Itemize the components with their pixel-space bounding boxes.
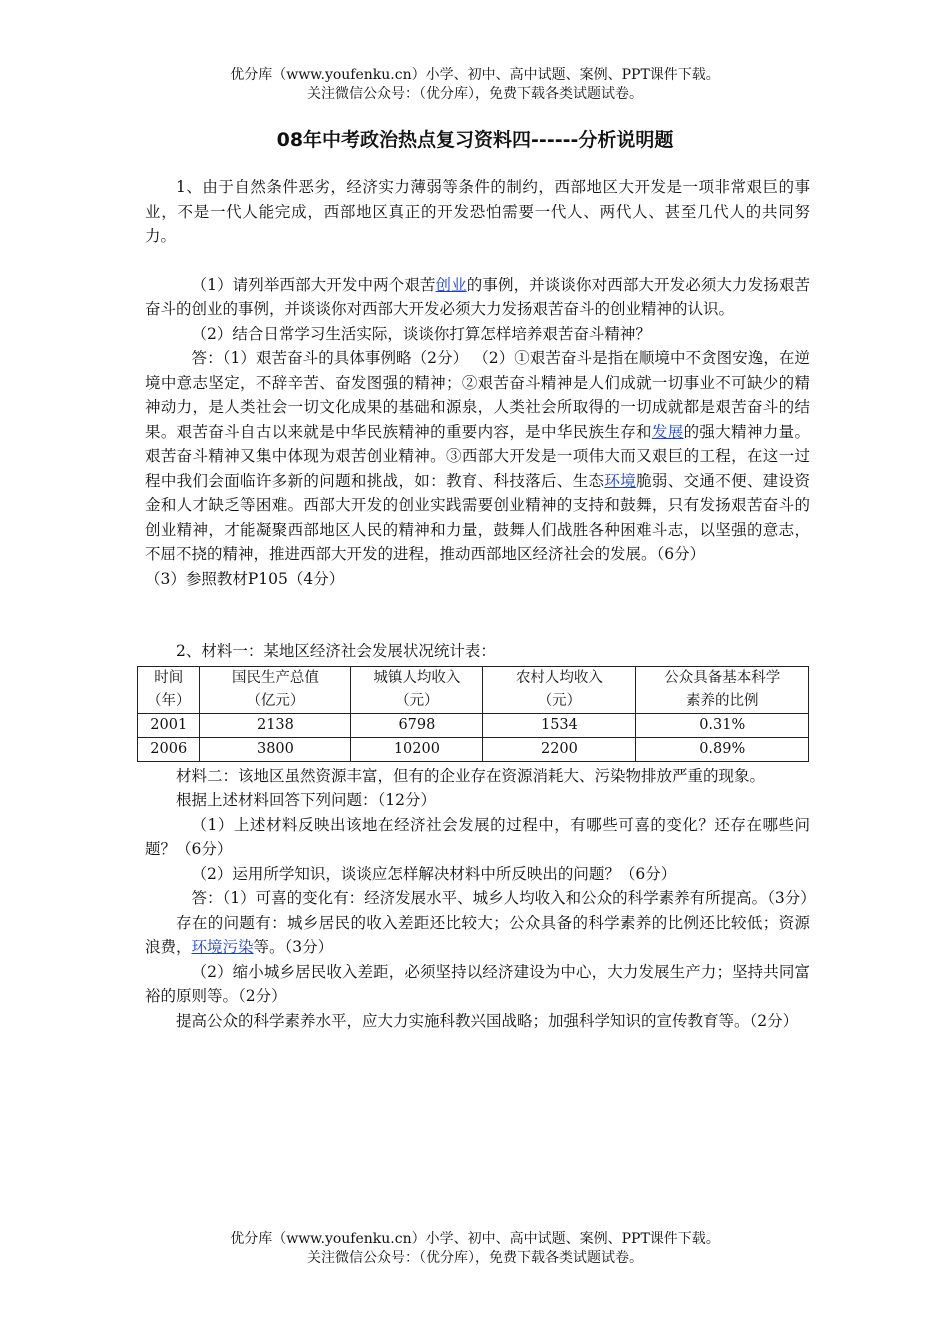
link-huanjing[interactable]: 环境 bbox=[604, 471, 637, 490]
link-huanjing-wuran[interactable]: 环境污染 bbox=[191, 938, 254, 956]
q2-sub1: （1）上述材料反映出该地在经济社会发展的过程中，有哪些可喜的变化？还存在哪些问题？（6分） bbox=[145, 815, 810, 858]
q1-sub1: （1）请列举西部大开发中两个艰苦创业的事例，并谈谈你对西部大开发必须大力发扬艰苦奋斗的创业的事例，并谈谈你对西部大开发必须大力发扬艰苦奋斗的创业精神的认识。 bbox=[145, 275, 810, 318]
q2-material2: 材料二：该地区虽然资源丰富，但有的企业存在资源消耗大、污染物排放严重的现象。 bbox=[176, 766, 766, 785]
table-cell: 3800 bbox=[200, 737, 351, 761]
table-header-cell: 城镇人均收入 （元） bbox=[351, 666, 483, 713]
table-cell: 2006 bbox=[138, 737, 200, 761]
page-footer bbox=[0, 1230, 950, 1268]
table-cell: 2001 bbox=[138, 713, 200, 737]
table-header-row bbox=[138, 666, 809, 713]
table-header-cell: 国民生产总值 （亿元） bbox=[200, 666, 351, 713]
table-cell: 0.31% bbox=[636, 713, 809, 737]
table-header-cell: 农村人均收入 （元） bbox=[483, 666, 636, 713]
table-row bbox=[138, 713, 809, 737]
q2-answer-1b: 存在的问题有：城乡居民的收入差距还比较大；公众具备的科学素养的比例还比较低；资源浪费，环境污染等。（3分） bbox=[145, 913, 810, 956]
document-title: 08年中考政治热点复习资料四------分析说明题 bbox=[276, 129, 674, 151]
link-fazhan[interactable]: 发展 bbox=[651, 422, 684, 441]
q2-answer-2b: 提高公众的科学素养水平，应大力实施科教兴国战略；加强科学知识的宣传教育等。（2分） bbox=[176, 1011, 799, 1030]
table-header-cell: 时间 （年） bbox=[138, 666, 200, 713]
table-cell: 10200 bbox=[351, 737, 483, 761]
stats-table bbox=[137, 666, 809, 762]
table-cell: 1534 bbox=[483, 713, 636, 737]
header-line-2: 关注微信公众号：（优分库），免费下载各类试题试卷。 bbox=[307, 86, 643, 102]
table-cell: 2200 bbox=[483, 737, 636, 761]
q2-answer-1: 答：（1）可喜的变化有：经济发展水平、城乡人均收入和公众的科学素养有所提高。（3分） bbox=[191, 889, 816, 907]
document-body bbox=[145, 175, 816, 1033]
table-row bbox=[138, 737, 809, 761]
q1-sub2: （2）结合日常学习生活实际，谈谈你打算怎样培养艰苦奋斗精神？ bbox=[191, 324, 651, 343]
q2-intro: 2、材料一：某地区经济社会发展状况统计表： bbox=[176, 642, 496, 660]
q2-prompt: 根据上述材料回答下列问题：（12分） bbox=[176, 791, 436, 809]
table-cell: 2138 bbox=[200, 713, 351, 737]
q2-answer-2: （2）缩小城乡居民收入差距，必须坚持以经济建设为中心，大力发展生产力；坚持共同富裕的原则等。（2分） bbox=[145, 962, 810, 1005]
q1-answer: 答：（1）艰苦奋斗的具体事例略（2分） （2）①艰苦奋斗是指在顺境中不贪图安逸，在逆境中意志坚定，不辞辛苦、奋发图强的精神；②艰苦奋斗精神是人们成就一切事业不可缺少的精神动力，是人类社会一切文化成果的基础和源泉，人类社会所取得的一切成就都是艰苦奋斗的结果。艰苦奋斗自古以来就是中华民族精神的重要内容，是中华民族生存和发展的强大精神力量。艰苦奋斗精神又集中体现为艰苦创业精神。③西部大开发是一项伟大而又艰巨的工程，在这一过程中我们会面临许多新的问题和挑战，如：教育、科技落后、生态环境脆弱、交通不便、建设资金和人才缺乏等困难。西部大开发的创业实践需要创业精神的支持和鼓舞，只有发扬艰苦奋斗的创业精神，才能凝聚西部地区人民的精神和力量，鼓舞人们战胜各种困难斗志，以坚强的意志，不屈不挠的精神，推进西部大开发的进程，推动西部地区经济社会的发展。（6分） bbox=[145, 349, 810, 563]
footer-line-1: 优分库（www.youfenku.cn）小学、初中、高中试题、案例、PPT课件下载。 bbox=[230, 1231, 720, 1247]
table-cell: 6798 bbox=[351, 713, 483, 737]
footer-line-2: 关注微信公众号：（优分库），免费下载各类试题试卷。 bbox=[307, 1250, 643, 1266]
page-header bbox=[0, 66, 950, 104]
q2-sub2: （2）运用所学知识，谈谈应怎样解决材料中所反映出的问题？（6分） bbox=[191, 864, 677, 883]
q1-answer-3: （3）参照教材P105（4分） bbox=[145, 569, 345, 588]
header-line-1: 优分库（www.youfenku.cn）小学、初中、高中试题、案例、PPT课件下载。 bbox=[230, 67, 720, 83]
link-chuangye[interactable]: 创业 bbox=[435, 275, 467, 294]
table-header-cell: 公众具备基本科学 素养的比例 bbox=[636, 666, 809, 713]
q1-stem: 1、由于自然条件恶劣，经济实力薄弱等条件的制约，西部地区大开发是一项非常艰巨的事业，不是一代人能完成，西部地区真正的开发恐怕需要一代人、两代人、甚至几代人的共同努力。 bbox=[145, 178, 810, 245]
table-cell: 0.89% bbox=[636, 737, 809, 761]
